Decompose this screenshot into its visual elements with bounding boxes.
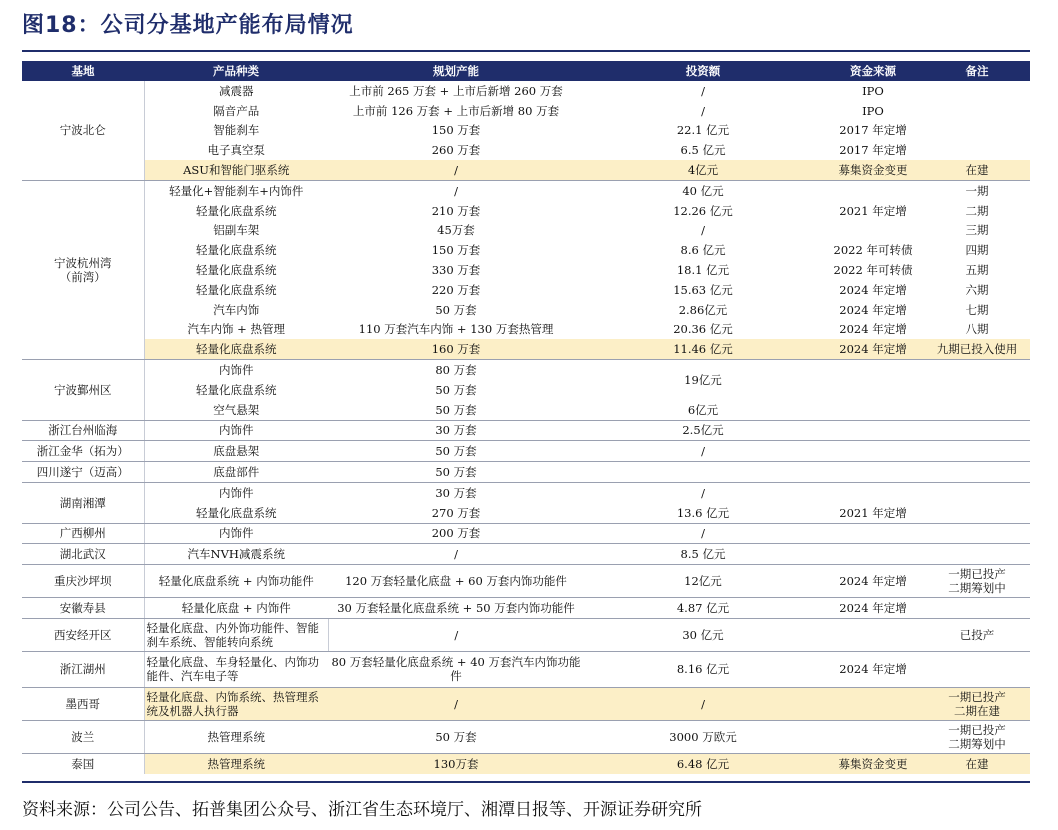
- bottom-rule: [22, 781, 1030, 783]
- table-row: [22, 81, 1030, 101]
- base-cell: 浙江金华（拓为）: [22, 441, 144, 462]
- investment-cell: 8.5 亿元: [584, 544, 822, 565]
- investment-cell: 19亿元: [684, 372, 722, 387]
- note-cell: 三期: [965, 223, 989, 238]
- product-cell: 热管理系统: [144, 720, 328, 753]
- table-row: [22, 598, 1030, 619]
- table-row: [22, 380, 1030, 400]
- fund-cell: [822, 221, 924, 241]
- product-cell: 隔音产品: [213, 103, 260, 118]
- base-cell: 浙江台州临海: [22, 420, 144, 441]
- base-cell: 重庆沙坪坝: [22, 565, 144, 598]
- product-cell: 铝副车架: [213, 223, 260, 238]
- note-cell: [924, 523, 1030, 544]
- fund-cell: [822, 687, 924, 720]
- investment-cell: 22.1 亿元: [676, 123, 730, 138]
- capacity-cell: 30 万套轻量化底盘系统 + 50 万套内饰功能件: [328, 598, 584, 619]
- note-cell: [924, 503, 1030, 523]
- table-row: [22, 260, 1030, 280]
- capacity-table-wrapper: [22, 61, 1030, 774]
- fund-cell: 2021 年定增: [839, 203, 907, 218]
- product-cell: 内饰件: [219, 363, 254, 378]
- table-row: [22, 503, 1030, 523]
- fund-cell: 2022 年可转债: [833, 243, 913, 258]
- table-row-highlighted: [22, 160, 1030, 180]
- fund-cell: 2022 年可转债: [833, 263, 913, 278]
- note-cell: [924, 651, 1030, 687]
- fund-cell: [822, 441, 924, 462]
- table-row: [22, 441, 1030, 462]
- investment-cell: 30 亿元: [584, 618, 822, 651]
- note-cell: [924, 441, 1030, 462]
- note-cell: [924, 544, 1030, 565]
- capacity-cell: 130万套: [328, 753, 584, 773]
- fund-cell: 募集资金变更: [822, 160, 924, 180]
- capacity-cell: 330 万套: [431, 263, 481, 278]
- capacity-cell: /: [328, 544, 584, 565]
- investment-cell: 12亿元: [584, 565, 822, 598]
- product-cell: 轻量化底盘系统: [144, 503, 328, 523]
- fund-cell: IPO: [862, 83, 884, 98]
- investment-cell: 15.63 亿元: [673, 282, 733, 297]
- product-cell: 轻量化底盘系统: [196, 203, 277, 218]
- investment-cell: 18.1 亿元: [676, 263, 730, 278]
- product-cell: 轻量化底盘、车身轻量化、内饰功能件、汽车电子等: [144, 651, 328, 687]
- base-cell: 泰国: [22, 753, 144, 773]
- fund-cell: 2024 年定增: [822, 651, 924, 687]
- table-row: [22, 280, 1030, 300]
- product-cell: 轻量化底盘系统: [196, 382, 277, 397]
- note-cell: [924, 380, 1030, 400]
- note-cell: 已投产: [924, 618, 1030, 651]
- product-cell: 减震器: [219, 83, 254, 98]
- capacity-cell: 50 万套: [328, 720, 584, 753]
- fund-cell: 2024 年定增: [839, 302, 907, 317]
- header-fund-source: 资金来源: [822, 61, 924, 81]
- capacity-cell: 30 万套: [328, 420, 584, 441]
- note-cell: [924, 400, 1030, 420]
- table-row: [22, 651, 1030, 687]
- table-row: [22, 523, 1030, 544]
- table-row: [22, 482, 1030, 502]
- title-rule: [22, 50, 1030, 52]
- fund-cell: 2024 年定增: [839, 322, 907, 337]
- product-cell: 汽车内饰 + 热管理: [187, 322, 285, 337]
- capacity-cell: /: [328, 687, 584, 720]
- fund-cell: [822, 180, 924, 200]
- header-capacity: 规划产能: [328, 61, 584, 81]
- table-row: [22, 121, 1030, 141]
- investment-cell: 6.48 亿元: [584, 753, 822, 773]
- product-cell: 轻量化底盘系统: [196, 282, 277, 297]
- product-cell: 空气悬架: [144, 400, 328, 420]
- note-cell: 二期: [965, 203, 989, 218]
- note-cell: [924, 420, 1030, 441]
- product-cell: 智能刹车: [213, 123, 260, 138]
- table-row: [22, 400, 1030, 420]
- product-cell: 汽车NVH减震系统: [144, 544, 328, 565]
- table-row: [22, 565, 1030, 598]
- base-cell: 湖北武汉: [22, 544, 144, 565]
- capacity-cell: 80 万套轻量化底盘系统 + 40 万套汽车内饰功能件: [328, 651, 584, 687]
- note-cell: 一期已投产 二期筹划中: [924, 565, 1030, 598]
- fund-cell: [822, 462, 924, 483]
- note-cell: 九期已投入使用: [924, 339, 1030, 359]
- base-cell: 广西柳州: [22, 523, 144, 544]
- table-row: [22, 221, 1030, 241]
- note-cell: 八期: [965, 322, 989, 337]
- investment-cell: 2.5亿元: [584, 420, 822, 441]
- note-cell: 四期: [965, 243, 989, 258]
- note-cell: 一期已投产 二期在建: [924, 687, 1030, 720]
- note-cell: [924, 360, 1030, 380]
- capacity-cell: 45万套: [437, 223, 475, 238]
- fund-cell: 2017 年定增: [839, 143, 907, 158]
- capacity-cell: 50 万套: [435, 382, 477, 397]
- investment-cell: 12.26 亿元: [673, 203, 733, 218]
- table-row: [22, 420, 1030, 441]
- header-investment: 投资额: [584, 61, 822, 81]
- fund-cell: 2021 年定增: [822, 503, 924, 523]
- fund-cell: [822, 523, 924, 544]
- table-row: [22, 320, 1030, 340]
- investment-cell: /: [584, 441, 822, 462]
- table-row-highlighted: [22, 753, 1030, 773]
- capacity-cell: 30 万套: [435, 485, 477, 500]
- table-row: [22, 462, 1030, 483]
- investment-cell: [584, 462, 822, 483]
- table-row: [22, 360, 1030, 380]
- product-cell: 轻量化底盘系统 + 内饰功能件: [144, 565, 328, 598]
- investment-cell: 13.6 亿元: [584, 503, 822, 523]
- capacity-cell: 120 万套轻量化底盘 + 60 万套内饰功能件: [328, 565, 584, 598]
- fund-cell: [822, 482, 924, 502]
- fund-cell: [822, 420, 924, 441]
- table-row: [22, 140, 1030, 160]
- base-cell: 西安经开区: [22, 618, 144, 651]
- product-cell: 轻量化底盘系统: [144, 339, 328, 359]
- table-row: [22, 201, 1030, 221]
- note-cell: [924, 140, 1030, 160]
- fund-cell: 2024 年定增: [822, 565, 924, 598]
- capacity-cell: 200 万套: [328, 523, 584, 544]
- table-row: [22, 618, 1030, 651]
- base-cell: 墨西哥: [22, 687, 144, 720]
- note-cell: [924, 598, 1030, 619]
- investment-cell: /: [584, 687, 822, 720]
- note-cell: [924, 101, 1030, 121]
- product-cell: 内饰件: [144, 420, 328, 441]
- base-cell: 安徽寿县: [22, 598, 144, 619]
- base-cell: 湖南湘潭: [22, 482, 144, 523]
- capacity-cell: 270 万套: [328, 503, 584, 523]
- product-cell: 轻量化底盘系统: [196, 263, 277, 278]
- investment-cell: /: [701, 485, 705, 500]
- base-cell: 宁波鄞州区: [22, 360, 144, 420]
- header-row: [22, 61, 1030, 81]
- capacity-cell: 160 万套: [328, 339, 584, 359]
- fund-cell: 募集资金变更: [822, 753, 924, 773]
- investment-cell: 8.6 亿元: [680, 243, 726, 258]
- figure-title: 图18：公司分基地产能布局情况: [22, 13, 354, 38]
- product-cell: ASU和智能门驱系统: [144, 160, 328, 180]
- capacity-cell: 50 万套: [328, 441, 584, 462]
- product-cell: 内饰件: [219, 485, 254, 500]
- note-cell: 在建: [924, 160, 1030, 180]
- product-cell: 底盘悬架: [144, 441, 328, 462]
- fund-cell: [822, 544, 924, 565]
- source-note: 资料来源：公司公告、拓普集团公众号、浙江省生态环境厅、湘潭日报等、开源证券研究所: [22, 800, 702, 820]
- capacity-cell: 110 万套汽车内饰 + 130 万套热管理: [358, 322, 554, 337]
- product-cell: 轻量化+智能刹车+内饰件: [169, 183, 304, 198]
- capacity-cell: 210 万套: [431, 203, 481, 218]
- investment-cell: 20.36 亿元: [673, 322, 733, 337]
- note-cell: 七期: [965, 302, 989, 317]
- capacity-cell: 80 万套: [435, 363, 477, 378]
- fund-cell: [822, 360, 924, 380]
- fund-cell: 2024 年定增: [839, 282, 907, 297]
- table-row: [22, 544, 1030, 565]
- product-cell: 轻量化底盘、内外饰功能件、智能刹车系统、智能转向系统: [144, 618, 328, 651]
- header-base: 基地: [22, 61, 144, 81]
- investment-cell: 2.86亿元: [678, 302, 728, 317]
- fund-cell: 2024 年定增: [822, 598, 924, 619]
- note-cell: 六期: [965, 282, 989, 297]
- capacity-cell: 150 万套: [431, 243, 481, 258]
- table-row-highlighted: [22, 339, 1030, 359]
- table-row: [22, 300, 1030, 320]
- fund-cell: 2017 年定增: [839, 123, 907, 138]
- table-row: [22, 180, 1030, 200]
- capacity-cell: 260 万套: [431, 143, 481, 158]
- note-cell: [924, 121, 1030, 141]
- investment-cell: /: [701, 83, 705, 98]
- note-cell: 在建: [924, 753, 1030, 773]
- capacity-table: [22, 61, 1030, 774]
- fund-cell: [822, 400, 924, 420]
- product-cell: 内饰件: [144, 523, 328, 544]
- investment-cell: /: [584, 523, 822, 544]
- product-cell: 轻量化底盘系统: [196, 243, 277, 258]
- product-cell: 轻量化底盘、内饰系统、热管理系统及机器人执行器: [144, 687, 328, 720]
- note-cell: [924, 81, 1030, 101]
- note-cell: [924, 482, 1030, 502]
- capacity-cell: 150 万套: [431, 123, 481, 138]
- capacity-cell: 50 万套: [328, 462, 584, 483]
- capacity-cell: /: [328, 160, 584, 180]
- capacity-cell: 50 万套: [328, 400, 584, 420]
- investment-cell: /: [701, 223, 705, 238]
- capacity-cell: /: [454, 183, 458, 198]
- capacity-cell: 上市前 265 万套 + 上市后新增 260 万套: [349, 83, 563, 98]
- header-note: 备注: [924, 61, 1030, 81]
- investment-cell: 6亿元: [584, 400, 822, 420]
- fund-cell: [822, 380, 924, 400]
- investment-cell: 4亿元: [584, 160, 822, 180]
- header-product: 产品种类: [144, 61, 328, 81]
- investment-cell: 6.5 亿元: [680, 143, 726, 158]
- investment-cell: 3000 万欧元: [584, 720, 822, 753]
- capacity-cell: /: [328, 618, 584, 651]
- product-cell: 热管理系统: [144, 753, 328, 773]
- capacity-cell: 220 万套: [431, 282, 481, 297]
- investment-cell: 40 亿元: [682, 183, 724, 198]
- fund-cell: [822, 618, 924, 651]
- base-cell: 四川遂宁（迈高）: [22, 462, 144, 483]
- base-cell: 浙江湖州: [22, 651, 144, 687]
- base-cell: 波兰: [22, 720, 144, 753]
- table-row: [22, 240, 1030, 260]
- table-row: [22, 101, 1030, 121]
- product-cell: 汽车内饰: [213, 302, 260, 317]
- note-cell: 一期: [965, 183, 989, 198]
- fund-cell: [822, 720, 924, 753]
- product-cell: 轻量化底盘 + 内饰件: [144, 598, 328, 619]
- base-cell: 宁波北仑: [22, 81, 144, 180]
- table-row: [22, 720, 1030, 753]
- product-cell: 底盘部件: [144, 462, 328, 483]
- investment-cell: 8.16 亿元: [584, 651, 822, 687]
- fund-cell: IPO: [862, 103, 884, 118]
- table-row-highlighted: [22, 687, 1030, 720]
- fund-cell: 2024 年定增: [822, 339, 924, 359]
- product-cell: 电子真空泵: [207, 143, 265, 158]
- capacity-cell: 上市前 126 万套 + 上市后新增 80 万套: [352, 103, 560, 118]
- investment-cell: 11.46 亿元: [584, 339, 822, 359]
- investment-cell: /: [701, 103, 705, 118]
- base-cell: 宁波杭州湾（前湾）: [22, 180, 144, 359]
- investment-cell: 4.87 亿元: [584, 598, 822, 619]
- capacity-cell: 50 万套: [435, 302, 477, 317]
- note-cell: 五期: [965, 263, 989, 278]
- note-cell: 一期已投产 二期筹划中: [924, 720, 1030, 753]
- note-cell: [924, 462, 1030, 483]
